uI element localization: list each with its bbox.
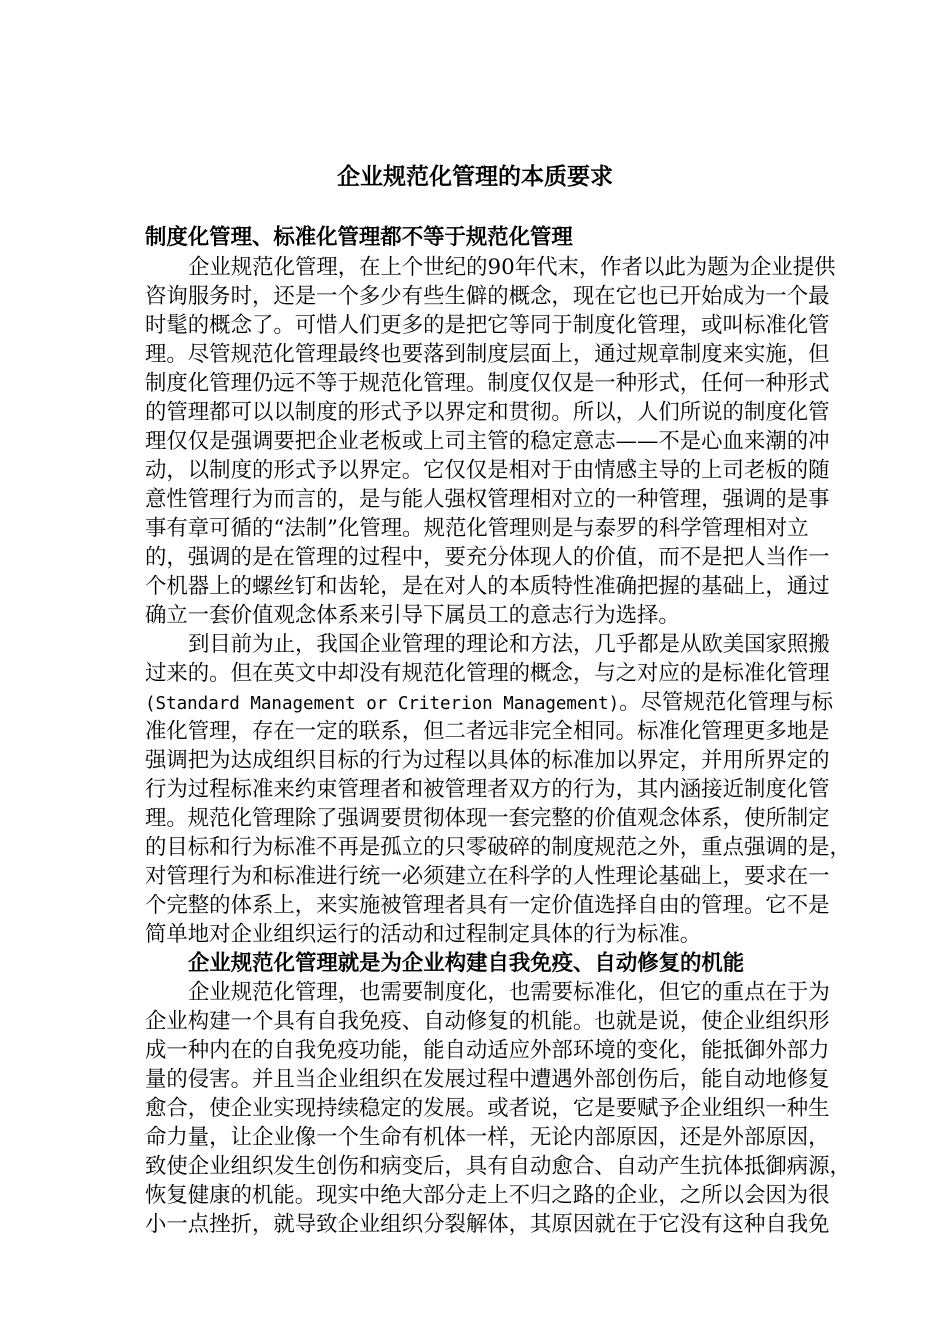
paragraph-line: 理。尽管规范化管理最终也要落到制度层面上，通过规章制度来实施，但: [145, 342, 830, 367]
paragraph-line: 事有章可循的“法制”化管理。规范化管理则是与泰罗的科学管理相对立: [145, 516, 809, 541]
paragraph-line: 小一点挫折，就导致企业组织分裂解体，其原因就在于它没有这种自我免: [145, 1212, 830, 1237]
paragraph-line: 命力量，让企业像一个生命有机体一样，无论内部原因，还是外部原因，: [145, 1125, 830, 1150]
paragraph-line: 企业规范化管理，也需要制度化，也需要标准化，但它的重点在于为: [188, 980, 830, 1005]
paragraph-line: 意性管理行为而言的，是与能人强权管理相对立的一种管理，强调的是事: [145, 487, 830, 512]
document-title: 企业规范化管理的本质要求: [337, 164, 613, 190]
paragraph-line: 过来的。但在英文中却没有规范化管理的概念，与之对应的是标准化管理: [145, 661, 830, 686]
paragraph-line: 强调把为达成组织目标的行为过程以具体的标准加以界定，并用所界定的: [145, 748, 830, 773]
paragraph-line: 的，强调的是在管理的过程中，要充分体现人的价值，而不是把人当作一: [145, 545, 830, 570]
paragraph-line: 理。规范化管理除了强调要贯彻体现一套完整的价值观念体系，使所制定: [145, 806, 830, 831]
paragraph-line: 咨询服务时，还是一个多少有些生僻的概念，现在它也已开始成为一个最: [145, 284, 830, 309]
paragraph-line: 愈合，使企业实现持续稳定的发展。或者说，它是要赋予企业组织一种生: [145, 1096, 830, 1121]
paragraph-line: 恢复健康的机能。现实中绝大部分走上不归之路的企业，之所以会因为很: [145, 1183, 830, 1208]
paragraph-line: 简单地对企业组织运行的活动和过程制定具体的行为标准。: [145, 922, 702, 947]
paragraph-line: 到目前为止，我国企业管理的理论和方法，几乎都是从欧美国家照搬: [188, 632, 830, 657]
paragraph-line: 的目标和行为标准不再是孤立的只零破碎的制度规范之外，重点强调的是，: [145, 835, 851, 860]
paragraph-line: 对管理行为和标准进行统一必须建立在科学的人性理论基础上，要求在一: [145, 864, 830, 889]
paragraph-line: 的管理都可以以制度的形式予以界定和贯彻。所以，人们所说的制度化管: [145, 400, 830, 425]
section-heading-2: 企业规范化管理就是为企业构建自我免疫、自动修复的机能: [188, 951, 745, 976]
paragraph-line: 理仅仅是强调要把企业老板或上司主管的稳定意志——不是心血来潮的冲: [145, 429, 830, 454]
paragraph-line: 行为过程标准来约束管理者和被管理者双方的行为，其内涵接近制度化管: [145, 777, 830, 802]
paragraph-line: 企业规范化管理，在上个世纪的90年代末，作者以此为题为企业提供: [188, 255, 836, 280]
section-heading-1: 制度化管理、标准化管理都不等于规范化管理: [145, 225, 573, 250]
paragraph-line: 致使企业组织发生创伤和病变后，具有自动愈合、自动产生抗体抵御病源，: [145, 1154, 851, 1179]
english-term: (Standard Management or Criterion Management): [145, 694, 620, 714]
paragraph-line: 个完整的体系上，来实施被管理者具有一定价值选择自由的管理。它不是: [145, 893, 830, 918]
paragraph-line: 准化管理，存在一定的联系，但二者远非完全相同。标准化管理更多地是: [145, 719, 830, 744]
paragraph-line: 成一种内在的自我免疫功能，能自动适应外部环境的变化，能抵御外部力: [145, 1038, 830, 1063]
paragraph-line: 动，以制度的形式予以界定。它仅仅是相对于由情感主导的上司老板的随: [145, 458, 830, 483]
paragraph-text: 。尽管规范化管理与标: [619, 690, 834, 715]
paragraph-line: 量的侵害。并且当企业组织在发展过程中遭遇外部创伤后，能自动地修复: [145, 1067, 830, 1092]
paragraph-line: 时髦的概念了。可惜人们更多的是把它等同于制度化管理，或叫标准化管: [145, 313, 830, 338]
paragraph-line: 确立一套价值观念体系来引导下属员工的意志行为选择。: [145, 603, 680, 628]
paragraph-line-mixed: [145, 687, 833, 719]
paragraph-line: 企业构建一个具有自我免疫、自动修复的机能。也就是说，使企业组织形: [145, 1009, 830, 1034]
paragraph-line: 制度化管理仍远不等于规范化管理。制度仅仅是一种形式，任何一种形式: [145, 371, 830, 396]
paragraph-line: 个机器上的螺丝钉和齿轮，是在对人的本质特性准确把握的基础上，通过: [145, 574, 830, 599]
